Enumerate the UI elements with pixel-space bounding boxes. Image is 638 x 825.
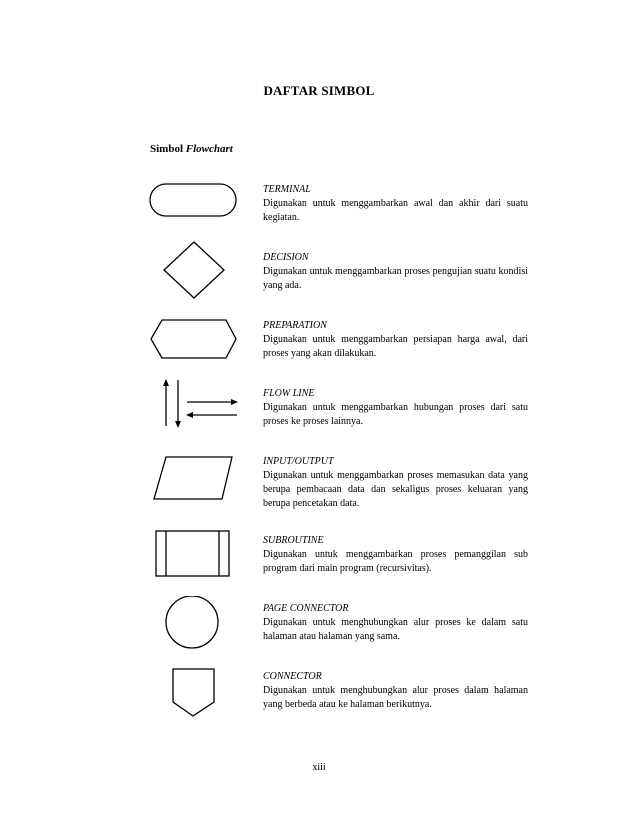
symbol-title: FLOW LINE: [263, 388, 315, 399]
page-number: xiii: [312, 762, 326, 773]
symbol-entry-flow-line: [0, 378, 638, 444]
symbol-entry-preparation: [0, 319, 638, 385]
symbol-entry-decision: [0, 241, 638, 307]
symbol-entry-terminal: [0, 183, 638, 249]
section-title: [150, 143, 233, 155]
input-output-icon: [148, 455, 238, 517]
symbol-description: Digunakan untuk menghubungkan alur proses ke dalam satu halaman atau halaman yang sama.: [263, 617, 528, 642]
symbol-entry-connector: [0, 668, 638, 734]
preparation-icon: [148, 319, 238, 381]
flow-line-icon: [148, 378, 238, 440]
page-title: DAFTAR SIMBOL: [263, 83, 375, 98]
subroutine-icon: [148, 530, 238, 592]
symbol-description: Digunakan untuk menghubungkan alur proses dalam halaman yang berbeda atau ke halaman berikutnya.: [263, 685, 528, 710]
decision-icon: [148, 241, 238, 303]
symbol-title: TERMINAL: [263, 184, 311, 195]
symbol-entry-page-connector: [0, 596, 638, 662]
section-label: Simbol: [150, 143, 184, 155]
section-label-italic: Flowchart: [185, 143, 233, 155]
symbol-entry-input-output: [0, 455, 638, 521]
symbol-entry-subroutine: [0, 530, 638, 596]
symbol-description: Digunakan untuk menggambarkan proses pemanggilan sub program dari main program (recursivitas).: [263, 549, 528, 574]
symbol-description: Digunakan untuk menggambarkan persiapan harga awal, dari proses yang akan dilakukan.: [263, 334, 528, 359]
symbol-title: DECISION: [263, 252, 309, 263]
symbol-description: Digunakan untuk menggambarkan proses memasukan data yang berupa pembacaan data dan sekaligus proses keluaran yang berupa pencetakan data.: [263, 470, 528, 509]
symbol-title: PREPARATION: [263, 320, 327, 331]
terminal-icon: [148, 183, 238, 245]
symbol-description: Digunakan untuk menggambarkan awal dan akhir dari suatu kegiatan.: [263, 198, 528, 223]
symbol-title: SUBROUTINE: [263, 535, 324, 546]
page-connector-icon: [148, 596, 238, 658]
symbol-title: INPUT/OUTPUT: [263, 456, 334, 467]
symbol-description: Digunakan untuk menggambarkan hubungan proses dari satu proses ke proses lainnya.: [263, 402, 528, 427]
symbol-title: CONNECTOR: [263, 671, 322, 682]
symbol-description: Digunakan untuk menggambarkan proses pengujian suatu kondisi yang ada.: [263, 266, 528, 291]
symbol-title: PAGE CONNECTOR: [263, 603, 349, 614]
off-page-connector-icon: [148, 668, 238, 730]
